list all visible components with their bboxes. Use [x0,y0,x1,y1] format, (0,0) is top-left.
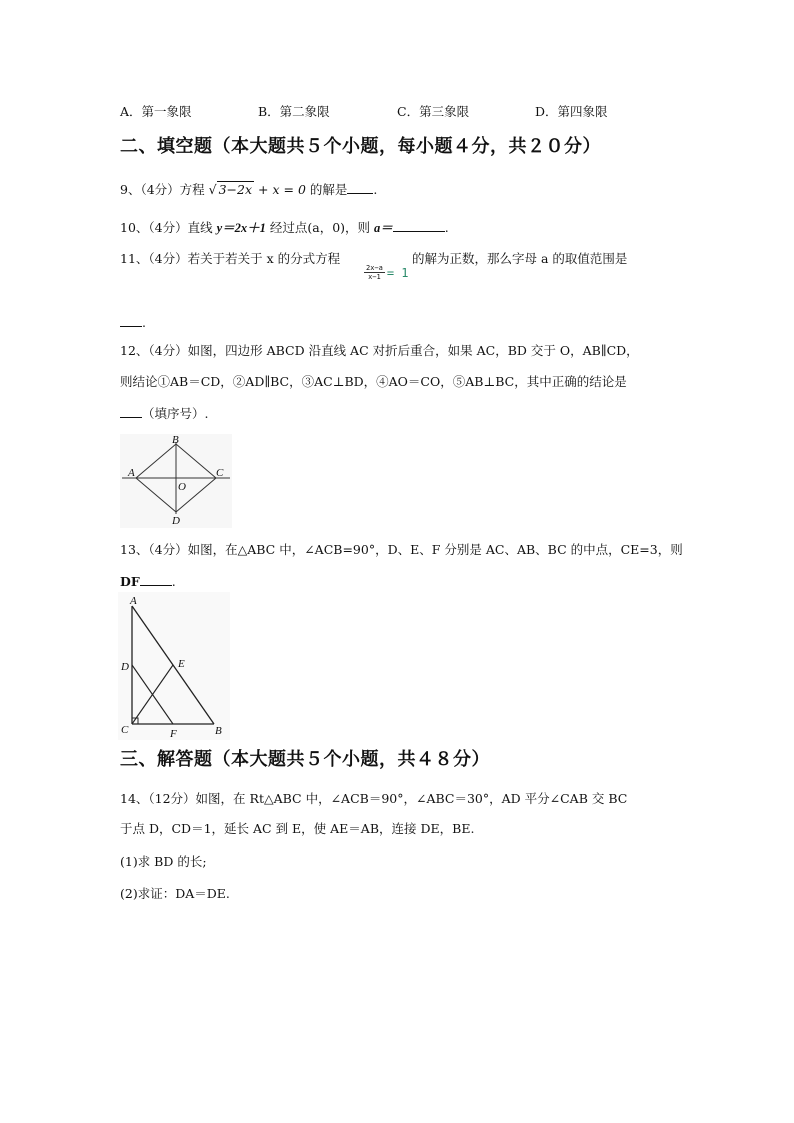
q11-denominator: x−1 [368,273,381,281]
q12-line3: （填序号）. [142,406,209,421]
q14-part2: (2)求证：DA＝DE. [120,886,230,901]
q13-label-c: C [121,724,129,736]
q11-fraction [364,264,385,281]
q12-label-d: D [172,515,180,527]
q12-label-a: A [128,467,135,479]
q13-label-e: E [178,658,185,670]
q9-equation: √ 3−2x + x = 0 [208,182,306,197]
q14-line1: 14、（12分）如图，在 Rt△ABC 中，∠ACB＝90°，∠ABC＝30°，AD 平分∠CAB 交 BC [120,791,628,806]
q14-part1: (1)求 BD 的长; [120,854,207,869]
q12-line2: 则结论①AB＝CD，②AD∥BC，③AC⊥BD，④AO＝CO，⑤AB⊥BC，其中正确的结论是 [120,374,627,389]
q10-answer-blank[interactable] [393,218,445,232]
q11-fraction-equation [362,264,409,281]
q13-answer-blank[interactable] [140,572,172,586]
q13-line1: 13、（4分）如图，在△ABC 中，∠ACB=90°，D、E、F 分别是 AC、AB、BC 的中点，CE=3，则 [120,542,683,557]
q10-prefix: 10、（4分）直线 [120,220,217,235]
q13-end: . [171,574,176,589]
q13-triangle-figure [118,592,230,740]
q10-var: a＝ [374,221,393,235]
option-a: A．第一象限 [120,104,192,119]
q9-rest: + x = 0 [258,182,306,197]
q13-label-f: F [170,728,177,740]
q9-suffix: 的解是 [309,182,348,197]
q11-answer-line [120,313,146,332]
q12-line1: 12、（4分）如图，四边形 ABCD 沿直线 AC 对折后重合，如果 AC，BD 交于 O，AB∥CD， [120,343,639,358]
q11-end: . [142,315,146,330]
q9-prefix: 9、（4分）方程 [120,182,205,197]
q13-line2-wrap [120,572,176,591]
option-b: B．第二象限 [258,104,330,119]
q12-line3-wrap [120,404,208,423]
section2-heading: 二、填空题（本大题共５个小题，每小题４分，共２０分） [120,136,601,157]
q10-expr: y＝2x＋1 [216,221,266,235]
q13-line2: DF [120,574,140,589]
q12-rhombus-figure [120,434,232,528]
q9-radical: 3−2x [218,182,253,197]
question-9 [120,180,377,199]
q13-label-a: A [130,595,137,607]
q9-answer-blank[interactable] [347,180,373,194]
q13-label-b: B [215,725,222,737]
option-d: D．第四象限 [535,104,608,119]
q10-end: . [444,220,449,235]
q11-equals: = 1 [386,265,409,280]
q11-numerator: 2x−a [366,264,383,272]
section3-heading: 三、解答题（本大题共５个小题，共４８分） [120,749,490,770]
q11-suffix: 的解为正数，那么字母 a 的取值范围是 [412,251,628,266]
question-10 [120,218,449,237]
option-c: C．第三象限 [397,104,470,119]
q12-label-c: C [216,467,224,479]
q12-label-b: B [172,434,179,446]
q12-answer-blank[interactable] [120,404,142,418]
q11-prefix: 11、（4分）若关于若关于 x 的分式方程 [120,251,341,266]
q13-label-d: D [121,661,129,673]
q11-answer-blank[interactable] [120,313,142,327]
q10-mid: 经过点(a，0)，则 [265,220,375,235]
q12-label-o: O [178,481,186,493]
question-11 [120,250,340,268]
q9-end: . [373,182,378,197]
q14-line2: 于点 D，CD＝1，延长 AC 到 E，使 AE＝AB，连接 DE，BE. [120,821,475,836]
